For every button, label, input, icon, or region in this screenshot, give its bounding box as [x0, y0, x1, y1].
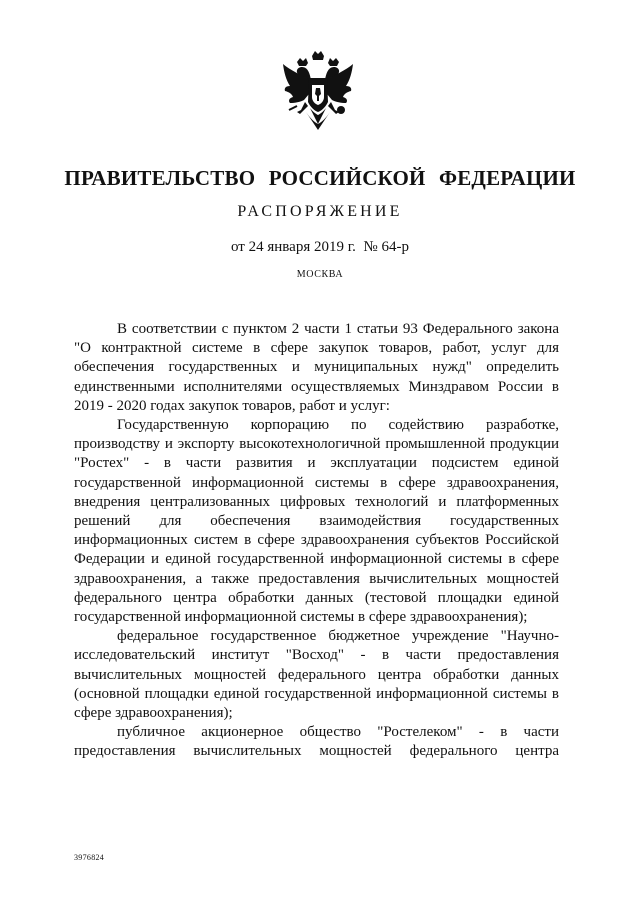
body-paragraph: публичное акционерное общество "Ростелеком" - в части предоставления вычислительных мощностей федерального центра — [74, 724, 559, 760]
body-paragraph: федеральное государственное бюджетное учреждение "Научно-исследовательский институт "Восход" - в части предоставления вычислительных мощностей федерального центра обработки данных (основной площадки единой государственной информационной системы в сфере здравоохранения); — [74, 628, 559, 722]
body-paragraph: В соответствии с пунктом 2 части 1 статьи 93 Федерального закона "О контрактной системе в сфере закупок товаров, работ, услуг для обеспечения государственных и муниципальных нужд" определить единственными исполнителями осуществляемых Минздравом России в 2019 - 2020 годах закупок товаров, работ и услуг: — [74, 321, 559, 414]
government-title: ПРАВИТЕЛЬСТВО РОССИЙСКОЙ ФЕДЕРАЦИИ — [64, 166, 576, 190]
document-city: МОСКВА — [296, 269, 344, 280]
document-body — [74, 320, 559, 762]
document-registry-number: 3976824 — [74, 853, 105, 862]
russian-coat-of-arms-icon — [275, 50, 361, 140]
document-type: РАСПОРЯЖЕНИЕ — [237, 203, 403, 220]
body-paragraph: Государственную корпорацию по содействию разработке, производству и экспорту высокотехнологичной промышленной продукции "Ростех" - в части развития и эксплуатации подсистем единой государственной информационной системы в сфере здравоохранения, внедрения централизованных цифровых технологий и платформенных решений для обеспечения взаимодействия государственных информационных систем в сфере здравоохранения субъектов Российской Федерации и единой государственной информационной системы в сфере здравоохранения, а также предоставления вычислительных мощностей федерального центра обработки данных (тестовой площадки единой государственной информационной системы в сфере здравоохранения); — [74, 417, 559, 626]
document-date-number: от 24 января 2019 г. № 64-р — [231, 239, 409, 255]
